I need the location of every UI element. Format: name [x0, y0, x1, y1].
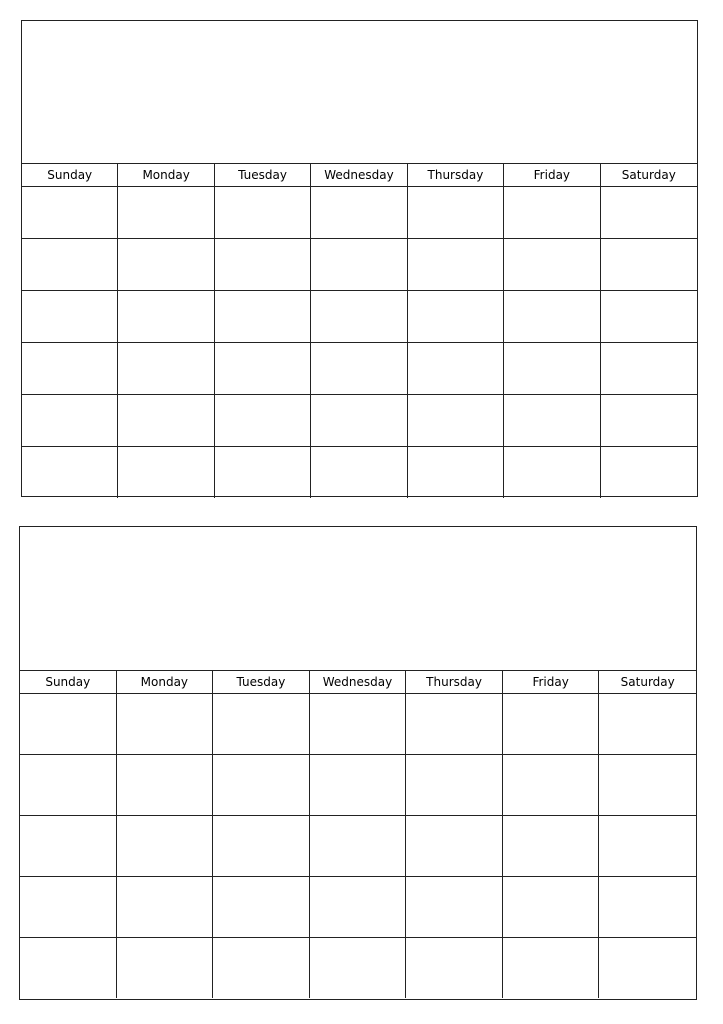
- day-cell: [406, 755, 503, 816]
- day-cell: [215, 395, 311, 447]
- day-cell: [117, 816, 214, 877]
- day-cell: [406, 694, 503, 755]
- day-cell: [311, 239, 407, 291]
- day-cell: [310, 755, 407, 816]
- day-cell: [504, 343, 600, 395]
- calendar-day-grid: [20, 694, 696, 998]
- day-cell: [213, 938, 310, 998]
- day-cell: [408, 343, 504, 395]
- day-cell: [213, 816, 310, 877]
- weekday-header-friday: Friday: [503, 671, 600, 694]
- day-cell: [118, 291, 214, 343]
- day-cell: [20, 877, 117, 938]
- day-cell: [408, 395, 504, 447]
- weekday-header-monday: Monday: [117, 671, 214, 694]
- day-cell: [118, 187, 214, 239]
- day-cell: [22, 395, 118, 447]
- day-cell: [601, 187, 697, 239]
- day-cell: [599, 938, 696, 998]
- weekday-header-thursday: Thursday: [408, 164, 504, 187]
- day-cell: [22, 291, 118, 343]
- weekday-header-tuesday: Tuesday: [215, 164, 311, 187]
- day-cell: [601, 239, 697, 291]
- day-cell: [22, 239, 118, 291]
- day-cell: [215, 239, 311, 291]
- day-cell: [408, 187, 504, 239]
- weekday-header-tuesday: Tuesday: [213, 671, 310, 694]
- day-cell: [215, 447, 311, 498]
- weekday-header-thursday: Thursday: [406, 671, 503, 694]
- day-cell: [117, 938, 214, 998]
- day-cell: [601, 291, 697, 343]
- weekday-header-row: [20, 671, 696, 694]
- day-cell: [311, 343, 407, 395]
- day-cell: [215, 187, 311, 239]
- day-cell: [503, 755, 600, 816]
- day-cell: [599, 816, 696, 877]
- day-cell: [406, 877, 503, 938]
- day-cell: [213, 694, 310, 755]
- day-cell: [118, 447, 214, 498]
- day-cell: [22, 447, 118, 498]
- day-cell: [504, 447, 600, 498]
- day-cell: [310, 694, 407, 755]
- weekday-header-row: [22, 164, 697, 187]
- day-cell: [504, 187, 600, 239]
- day-cell: [504, 395, 600, 447]
- weekday-header-sunday: Sunday: [22, 164, 118, 187]
- day-cell: [601, 395, 697, 447]
- day-cell: [599, 694, 696, 755]
- day-cell: [311, 187, 407, 239]
- day-cell: [117, 755, 214, 816]
- weekday-header-friday: Friday: [504, 164, 600, 187]
- day-cell: [310, 877, 407, 938]
- day-cell: [599, 755, 696, 816]
- day-cell: [215, 291, 311, 343]
- day-cell: [599, 877, 696, 938]
- day-cell: [310, 816, 407, 877]
- day-cell: [22, 187, 118, 239]
- day-cell: [601, 343, 697, 395]
- day-cell: [408, 239, 504, 291]
- day-cell: [503, 694, 600, 755]
- day-cell: [601, 447, 697, 498]
- day-cell: [20, 816, 117, 877]
- day-cell: [503, 816, 600, 877]
- day-cell: [20, 755, 117, 816]
- day-cell: [118, 395, 214, 447]
- day-cell: [118, 239, 214, 291]
- day-cell: [311, 447, 407, 498]
- day-cell: [20, 938, 117, 998]
- day-cell: [504, 291, 600, 343]
- weekday-header-sunday: Sunday: [20, 671, 117, 694]
- day-cell: [213, 755, 310, 816]
- day-cell: [22, 343, 118, 395]
- weekday-header-wednesday: Wednesday: [310, 671, 407, 694]
- calendar-top: [21, 20, 698, 497]
- weekday-header-saturday: Saturday: [599, 671, 696, 694]
- day-cell: [408, 291, 504, 343]
- day-cell: [503, 938, 600, 998]
- day-cell: [118, 343, 214, 395]
- day-cell: [311, 395, 407, 447]
- day-cell: [504, 239, 600, 291]
- day-cell: [406, 938, 503, 998]
- day-cell: [406, 816, 503, 877]
- calendar-day-grid: [22, 187, 697, 498]
- day-cell: [117, 694, 214, 755]
- day-cell: [408, 447, 504, 498]
- calendar-bottom: [19, 526, 697, 1000]
- day-cell: [213, 877, 310, 938]
- day-cell: [215, 343, 311, 395]
- calendar-title-area: [20, 527, 696, 671]
- day-cell: [117, 877, 214, 938]
- day-cell: [20, 694, 117, 755]
- weekday-header-monday: Monday: [118, 164, 214, 187]
- calendar-title-area: [22, 21, 697, 164]
- day-cell: [310, 938, 407, 998]
- weekday-header-wednesday: Wednesday: [311, 164, 407, 187]
- day-cell: [503, 877, 600, 938]
- weekday-header-saturday: Saturday: [601, 164, 697, 187]
- day-cell: [311, 291, 407, 343]
